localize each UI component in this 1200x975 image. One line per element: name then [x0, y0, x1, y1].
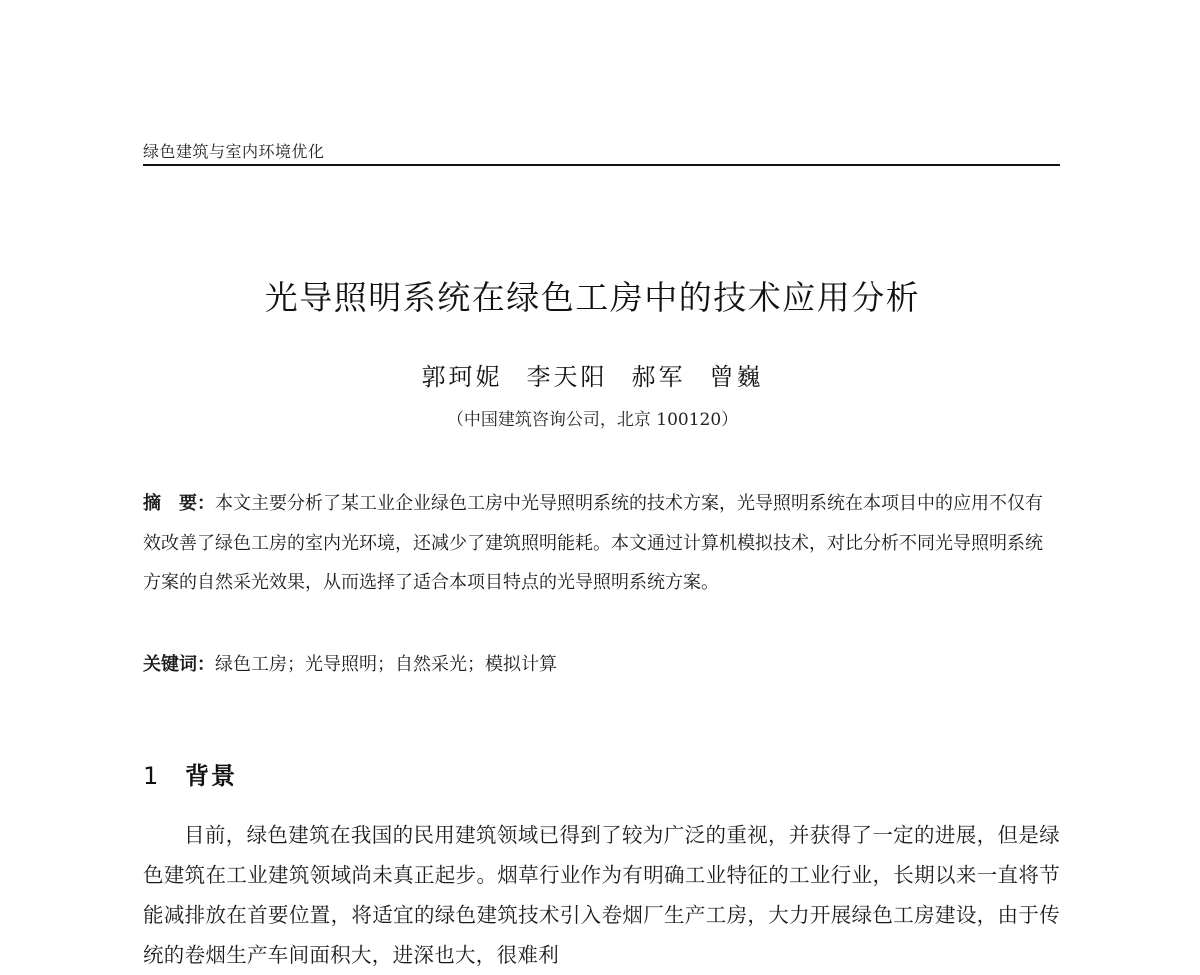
- keywords: [143, 650, 1043, 676]
- section-number: 1: [143, 762, 159, 790]
- abstract-label: 摘 要：: [143, 493, 215, 514]
- section-title: 背景: [185, 762, 237, 790]
- keywords-label: 关键词：: [143, 654, 215, 675]
- author-name: 郭珂妮: [421, 363, 503, 391]
- abstract: [143, 484, 1043, 603]
- running-head: 绿色建筑与室内环境优化: [143, 142, 325, 161]
- author-name: 李天阳: [526, 363, 608, 391]
- body-paragraph: 目前，绿色建筑在我国的民用建筑领域已得到了较为广泛的重视，并获得了一定的进展，但是绿色建筑在工业建筑领域尚未真正起步。烟草行业作为有明确工业特征的工业行业，长期以来一直将节能减排放在首要位置，将适宜的绿色建筑技术引入卷烟厂生产工房，大力开展绿色工房建设，由于传统的卷烟生产车间面积大，进深也大，很难利: [143, 823, 1060, 967]
- affiliation: （中国建筑咨询公司，北京 100120）: [446, 410, 739, 430]
- abstract-text: 本文主要分析了某工业企业绿色工房中光导照明系统的技术方案，光导照明系统在本项目中的应用不仅有效改善了绿色工房的室内光环境，还减少了建筑照明能耗。本文通过计算机模拟技术，对比分析不同光导照明系统方案的自然采光效果，从而选择了适合本项目特点的光导照明系统方案。: [143, 493, 1043, 593]
- author-name: 郝军: [631, 363, 686, 391]
- section-heading: [143, 756, 237, 791]
- header-rule: [143, 164, 1060, 166]
- keywords-text: 绿色工房；光导照明；自然采光；模拟计算: [215, 654, 557, 675]
- paper-title: 光导照明系统在绿色工房中的技术应用分析: [264, 278, 921, 317]
- author-name: 曾巍: [709, 363, 764, 391]
- author-list: [0, 357, 1185, 392]
